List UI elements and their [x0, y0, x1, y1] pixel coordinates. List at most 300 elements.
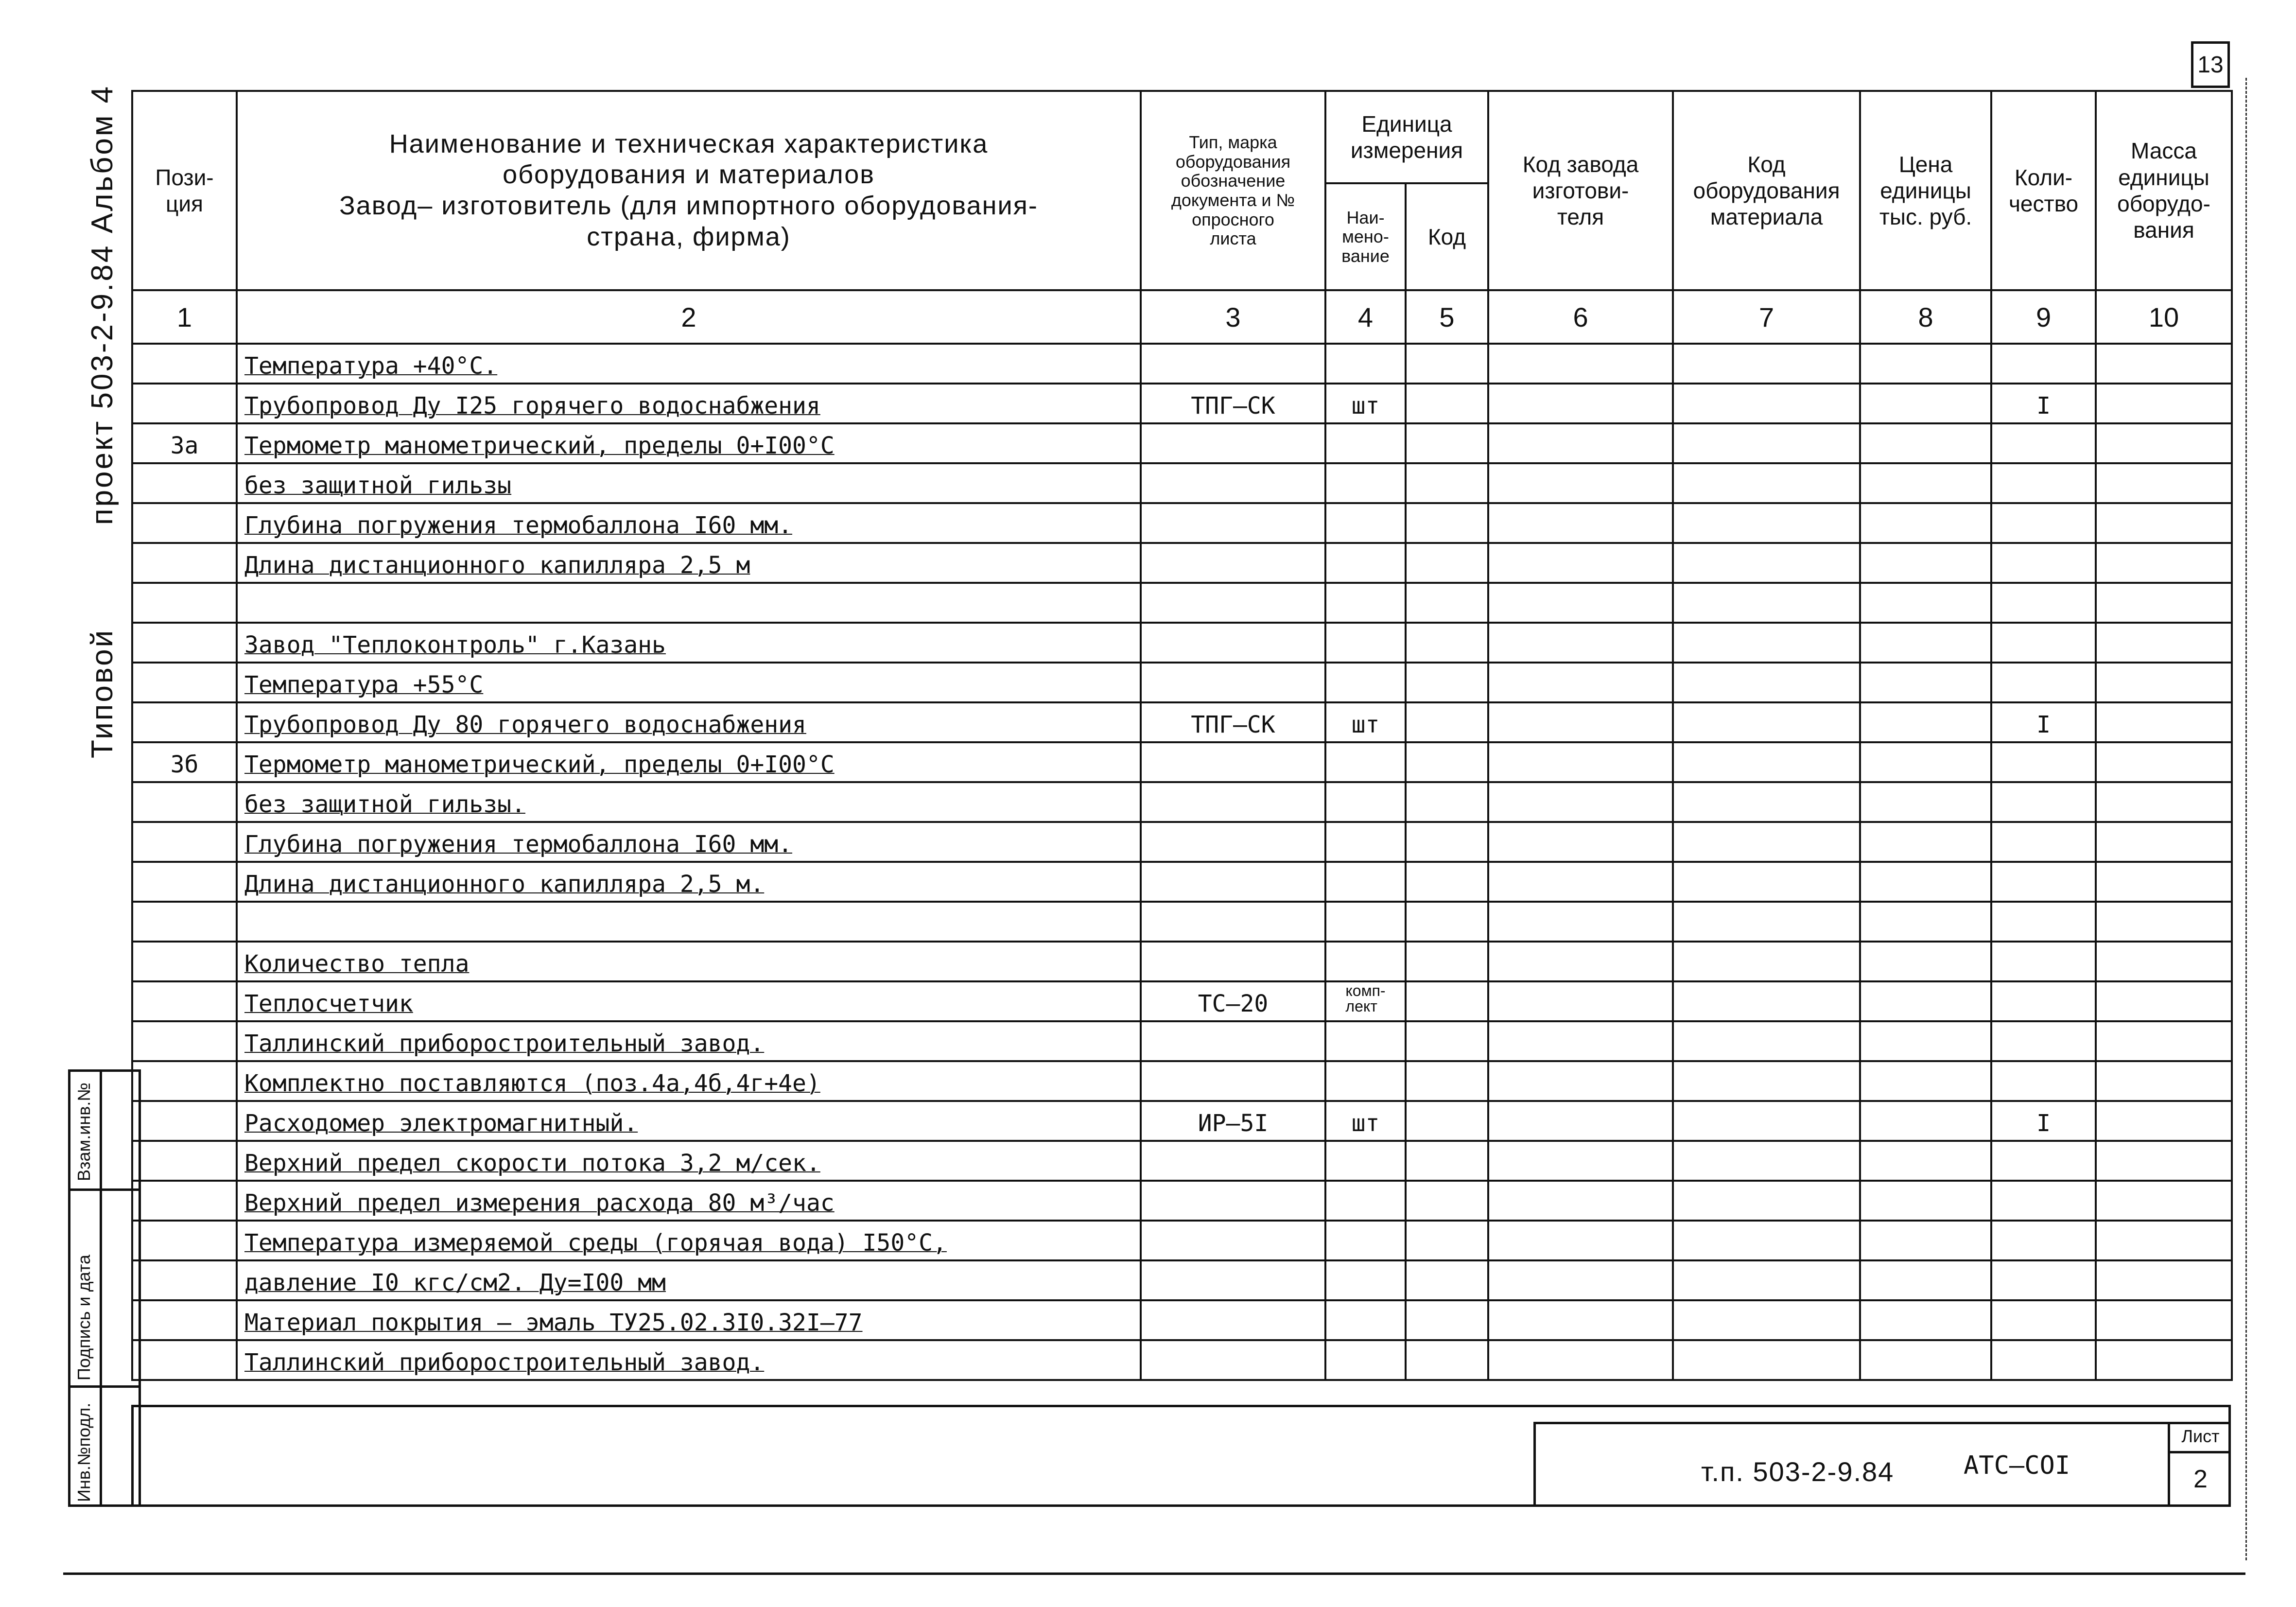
unit-cell	[1325, 1061, 1406, 1101]
column-number: 1	[132, 290, 237, 344]
name-cell: Глубина погружения термобаллона I60 мм.	[237, 822, 1141, 862]
mass-cell	[2096, 1260, 2232, 1300]
table-row	[132, 583, 2232, 623]
unit-code-cell	[1406, 981, 1488, 1021]
quantity-cell	[1991, 344, 2096, 384]
equipment-code-cell	[1673, 822, 1860, 862]
header-name: Наименование и техническая характеристика оборудования и материалов Завод– изготовитель (для импортного оборудования- страна, фирма)	[237, 91, 1141, 290]
mass-cell	[2096, 981, 2232, 1021]
type-cell	[1141, 1340, 1325, 1380]
table-row	[132, 1021, 2232, 1061]
equipment-code-cell	[1673, 344, 1860, 384]
position-cell	[132, 1300, 237, 1340]
table-row	[132, 1300, 2232, 1340]
mass-cell	[2096, 942, 2232, 981]
position-cell	[132, 1061, 237, 1101]
price-cell	[1860, 384, 1991, 423]
position-cell	[132, 1260, 237, 1300]
quantity-cell	[1991, 623, 2096, 663]
plant-code-cell	[1488, 702, 1673, 742]
quantity-cell	[1991, 981, 2096, 1021]
unit-cell	[1325, 463, 1406, 503]
position-cell	[132, 862, 237, 902]
column-number: 4	[1325, 290, 1406, 344]
plant-code-cell	[1488, 862, 1673, 902]
position-cell	[132, 782, 237, 822]
table-row	[132, 981, 2232, 1021]
table-row	[132, 623, 2232, 663]
position-cell	[132, 1101, 237, 1141]
table-row	[132, 1141, 2232, 1181]
specification-table	[131, 90, 2233, 1381]
column-number: 9	[1991, 290, 2096, 344]
price-cell	[1860, 1300, 1991, 1340]
price-cell	[1860, 1340, 1991, 1380]
unit-code-cell	[1406, 862, 1488, 902]
right-dashed-edge	[2245, 78, 2247, 1560]
price-cell	[1860, 702, 1991, 742]
plant-code-cell	[1488, 1061, 1673, 1101]
price-cell	[1860, 1181, 1991, 1221]
unit-code-cell	[1406, 782, 1488, 822]
unit-code-cell	[1406, 663, 1488, 702]
unit-code-cell	[1406, 1061, 1488, 1101]
unit-code-cell	[1406, 1340, 1488, 1380]
name-cell: давление I0 кгс/см2. Ду=I00 мм	[237, 1260, 1141, 1300]
column-number: 10	[2096, 290, 2232, 344]
quantity-cell	[1991, 902, 2096, 942]
unit-code-cell	[1406, 423, 1488, 463]
table-row	[132, 782, 2232, 822]
quantity-cell	[1991, 583, 2096, 623]
quantity-cell	[1991, 822, 2096, 862]
plant-code-cell	[1488, 902, 1673, 942]
table-row	[132, 1221, 2232, 1260]
equipment-code-cell	[1673, 1300, 1860, 1340]
sheet-cell	[2168, 1422, 2231, 1507]
quantity-cell	[1991, 1141, 2096, 1181]
quantity-cell	[1991, 423, 2096, 463]
plant-code-cell	[1488, 1181, 1673, 1221]
equipment-code-cell	[1673, 1061, 1860, 1101]
type-cell	[1141, 423, 1325, 463]
type-cell	[1141, 1061, 1325, 1101]
mass-cell	[2096, 902, 2232, 942]
plant-code-cell	[1488, 1340, 1673, 1380]
position-cell	[132, 702, 237, 742]
unit-code-cell	[1406, 1101, 1488, 1141]
unit-code-cell	[1406, 1260, 1488, 1300]
type-cell	[1141, 583, 1325, 623]
type-cell	[1141, 862, 1325, 902]
name-cell: Длина дистанционного капилляра 2,5 м	[237, 543, 1141, 583]
type-cell: ИР–5I	[1141, 1101, 1325, 1141]
type-cell	[1141, 742, 1325, 782]
name-cell: Таллинский приборостроительный завод.	[237, 1340, 1141, 1380]
mass-cell	[2096, 1101, 2232, 1141]
position-cell	[132, 663, 237, 702]
mass-cell	[2096, 1141, 2232, 1181]
unit-cell	[1325, 663, 1406, 702]
position-cell	[132, 1181, 237, 1221]
plant-code-cell	[1488, 663, 1673, 702]
plant-code-cell	[1488, 543, 1673, 583]
column-number: 8	[1860, 290, 1991, 344]
unit-code-cell	[1406, 1221, 1488, 1260]
type-cell	[1141, 344, 1325, 384]
name-cell: Температура +55°С	[237, 663, 1141, 702]
name-cell: Расходомер электромагнитный.	[237, 1101, 1141, 1141]
type-cell	[1141, 503, 1325, 543]
mass-cell	[2096, 583, 2232, 623]
name-cell: без защитной гильзы.	[237, 782, 1141, 822]
unit-cell	[1325, 822, 1406, 862]
type-cell	[1141, 623, 1325, 663]
price-cell	[1860, 782, 1991, 822]
position-cell	[132, 1221, 237, 1260]
equipment-code-cell	[1673, 463, 1860, 503]
equipment-code-cell	[1673, 1101, 1860, 1141]
type-cell	[1141, 902, 1325, 942]
name-cell: Трубопровод Ду I25 горячего водоснабжения	[237, 384, 1141, 423]
name-cell: Температура измеряемой среды (горячая вода) I50°С,	[237, 1221, 1141, 1260]
plant-code-cell	[1488, 583, 1673, 623]
position-cell	[132, 384, 237, 423]
position-cell	[132, 942, 237, 981]
unit-code-cell	[1406, 742, 1488, 782]
type-cell	[1141, 1141, 1325, 1181]
plant-code-cell	[1488, 1260, 1673, 1300]
position-cell	[132, 543, 237, 583]
type-cell: ТС–20	[1141, 981, 1325, 1021]
plant-code-cell	[1488, 423, 1673, 463]
table-row	[132, 503, 2232, 543]
unit-cell: шт	[1325, 702, 1406, 742]
position-cell	[132, 981, 237, 1021]
table-row	[132, 902, 2232, 942]
price-cell	[1860, 742, 1991, 782]
quantity-cell	[1991, 503, 2096, 543]
table-row	[132, 742, 2232, 782]
header-unit-group: Единица измерения	[1325, 91, 1488, 183]
unit-code-cell	[1406, 902, 1488, 942]
mass-cell	[2096, 503, 2232, 543]
price-cell	[1860, 463, 1991, 503]
plant-code-cell	[1488, 503, 1673, 543]
table-row	[132, 344, 2232, 384]
position-cell	[132, 822, 237, 862]
quantity-cell	[1991, 1221, 2096, 1260]
column-number: 6	[1488, 290, 1673, 344]
equipment-code-cell	[1673, 384, 1860, 423]
plant-code-cell	[1488, 344, 1673, 384]
price-cell	[1860, 981, 1991, 1021]
position-cell	[132, 583, 237, 623]
unit-kit-label: комп- лект	[1345, 982, 1386, 1015]
type-cell	[1141, 463, 1325, 503]
name-cell: Температура +40°С.	[237, 344, 1141, 384]
unit-code-cell	[1406, 583, 1488, 623]
plant-code-cell	[1488, 782, 1673, 822]
position-cell	[132, 1021, 237, 1061]
name-cell: Термометр манометрический, пределы 0+I00°С	[237, 742, 1141, 782]
header-type: Тип, марка оборудования обозначение документа и № опросного листа	[1141, 91, 1325, 290]
type-cell	[1141, 1181, 1325, 1221]
name-cell: Теплосчетчик	[237, 981, 1141, 1021]
sheet-number: 13	[2191, 41, 2230, 88]
table-row	[132, 543, 2232, 583]
table-row	[132, 663, 2232, 702]
unit-code-cell	[1406, 384, 1488, 423]
unit-cell	[1325, 543, 1406, 583]
mass-cell	[2096, 1181, 2232, 1221]
unit-cell	[1325, 742, 1406, 782]
price-cell	[1860, 1141, 1991, 1181]
unit-cell	[1325, 1141, 1406, 1181]
header-price: Цена единицы тыс. руб.	[1860, 91, 1991, 290]
type-cell	[1141, 663, 1325, 702]
unit-cell	[1325, 942, 1406, 981]
equipment-code-cell	[1673, 782, 1860, 822]
type-cell: ТПГ–СК	[1141, 384, 1325, 423]
title-code: т.п. 503-2-9.84	[1701, 1456, 1895, 1487]
quantity-cell	[1991, 1181, 2096, 1221]
unit-cell	[1325, 1260, 1406, 1300]
mass-cell	[2096, 623, 2232, 663]
column-numbers-row	[132, 290, 2232, 344]
price-cell	[1860, 1021, 1991, 1061]
mass-cell	[2096, 1061, 2232, 1101]
type-cell	[1141, 543, 1325, 583]
unit-code-cell	[1406, 942, 1488, 981]
equipment-code-cell	[1673, 942, 1860, 981]
equipment-code-cell	[1673, 543, 1860, 583]
column-number: 2	[237, 290, 1141, 344]
name-cell: Глубина погружения термобаллона I60 мм.	[237, 503, 1141, 543]
position-cell	[132, 623, 237, 663]
album-label: Альбом 4	[86, 84, 119, 233]
plant-code-cell	[1488, 822, 1673, 862]
unit-code-cell	[1406, 463, 1488, 503]
position-cell	[132, 344, 237, 384]
quantity-cell	[1991, 1340, 2096, 1380]
sheet-label: Лист	[2170, 1422, 2231, 1453]
equipment-code-cell	[1673, 981, 1860, 1021]
mass-cell	[2096, 344, 2232, 384]
unit-code-cell	[1406, 822, 1488, 862]
equipment-code-cell	[1673, 503, 1860, 543]
mass-cell	[2096, 463, 2232, 503]
mass-cell	[2096, 822, 2232, 862]
quantity-cell	[1991, 1300, 2096, 1340]
name-cell: Материал покрытия – эмаль ТУ25.02.3I0.32I–77	[237, 1300, 1141, 1340]
name-cell: без защитной гильзы	[237, 463, 1141, 503]
price-cell	[1860, 1101, 1991, 1141]
price-cell	[1860, 503, 1991, 543]
table-row	[132, 702, 2232, 742]
equipment-code-cell	[1673, 1260, 1860, 1300]
name-cell: Завод "Теплоконтроль" г.Казань	[237, 623, 1141, 663]
table-row	[132, 942, 2232, 981]
equipment-code-cell	[1673, 423, 1860, 463]
bottom-rule	[63, 1572, 2245, 1575]
unit-code-cell	[1406, 1181, 1488, 1221]
unit-code-cell	[1406, 1141, 1488, 1181]
name-cell: Трубопровод Ду 80 горячего водоснабжения	[237, 702, 1141, 742]
unit-code-cell	[1406, 1021, 1488, 1061]
table-row	[132, 862, 2232, 902]
price-cell	[1860, 1061, 1991, 1101]
price-cell	[1860, 583, 1991, 623]
plant-code-cell	[1488, 384, 1673, 423]
unit-code-cell	[1406, 344, 1488, 384]
mass-cell	[2096, 543, 2232, 583]
plant-code-cell	[1488, 1101, 1673, 1141]
plant-code-cell	[1488, 463, 1673, 503]
table-row	[132, 1061, 2232, 1101]
mass-cell	[2096, 702, 2232, 742]
unit-cell	[1325, 583, 1406, 623]
quantity-cell	[1991, 782, 2096, 822]
equipment-code-cell	[1673, 902, 1860, 942]
type-cell: ТПГ–СК	[1141, 702, 1325, 742]
equipment-code-cell	[1673, 862, 1860, 902]
equipment-code-cell	[1673, 1181, 1860, 1221]
plant-code-cell	[1488, 942, 1673, 981]
stamp-sign-label: Подпись и дата	[74, 1255, 94, 1380]
name-cell: Длина дистанционного капилляра 2,5 м.	[237, 862, 1141, 902]
quantity-cell: I	[1991, 384, 2096, 423]
position-cell	[132, 1340, 237, 1380]
price-cell	[1860, 1260, 1991, 1300]
unit-cell	[1325, 623, 1406, 663]
unit-cell	[1325, 1181, 1406, 1221]
header-quantity: Коли- чество	[1991, 91, 2096, 290]
typical-label: Типовой	[86, 628, 119, 758]
unit-cell: шт	[1325, 384, 1406, 423]
name-cell	[237, 902, 1141, 942]
title-document-code: АТС–СОI	[1964, 1451, 2070, 1480]
type-cell	[1141, 782, 1325, 822]
unit-cell	[1325, 1300, 1406, 1340]
header-unit-code: Код	[1406, 183, 1488, 290]
mass-cell	[2096, 1340, 2232, 1380]
position-cell: 3а	[132, 423, 237, 463]
type-cell	[1141, 1260, 1325, 1300]
name-cell: Верхний предел скорости потока 3,2 м/сек.	[237, 1141, 1141, 1181]
position-cell	[132, 463, 237, 503]
column-number: 3	[1141, 290, 1325, 344]
plant-code-cell	[1488, 742, 1673, 782]
project-label: проект 503-2-9.84	[86, 244, 119, 525]
header-unit-name: Наи- мено- вание	[1325, 183, 1406, 290]
price-cell	[1860, 423, 1991, 463]
position-cell: 3б	[132, 742, 237, 782]
quantity-cell	[1991, 1260, 2096, 1300]
unit-cell	[1325, 1340, 1406, 1380]
mass-cell	[2096, 1021, 2232, 1061]
header-plant-code: Код завода изготови- теля	[1488, 91, 1673, 290]
quantity-cell	[1991, 1061, 2096, 1101]
table-row	[132, 1260, 2232, 1300]
type-cell	[1141, 942, 1325, 981]
price-cell	[1860, 543, 1991, 583]
column-number: 5	[1406, 290, 1488, 344]
price-cell	[1860, 822, 1991, 862]
table-row	[132, 1340, 2232, 1380]
equipment-code-cell	[1673, 702, 1860, 742]
unit-code-cell	[1406, 702, 1488, 742]
type-cell	[1141, 1221, 1325, 1260]
header-mass: Масса единицы оборудо- вания	[2096, 91, 2232, 290]
quantity-cell: I	[1991, 702, 2096, 742]
plant-code-cell	[1488, 981, 1673, 1021]
unit-cell	[1325, 423, 1406, 463]
unit-cell	[1325, 902, 1406, 942]
price-cell	[1860, 344, 1991, 384]
table-row	[132, 463, 2232, 503]
mass-cell	[2096, 782, 2232, 822]
quantity-cell	[1991, 543, 2096, 583]
equipment-code-cell	[1673, 1221, 1860, 1260]
plant-code-cell	[1488, 1141, 1673, 1181]
unit-code-cell	[1406, 1300, 1488, 1340]
unit-code-cell	[1406, 543, 1488, 583]
unit-cell	[1325, 503, 1406, 543]
equipment-code-cell	[1673, 1141, 1860, 1181]
mass-cell	[2096, 1221, 2232, 1260]
name-cell: Таллинский приборостроительный завод.	[237, 1021, 1141, 1061]
mass-cell	[2096, 862, 2232, 902]
name-cell: Термометр манометрический, пределы 0+I00°С	[237, 423, 1141, 463]
price-cell	[1860, 1221, 1991, 1260]
column-number: 7	[1673, 290, 1860, 344]
unit-code-cell	[1406, 503, 1488, 543]
mass-cell	[2096, 663, 2232, 702]
mass-cell	[2096, 423, 2232, 463]
quantity-cell	[1991, 663, 2096, 702]
name-cell: Количество тепла	[237, 942, 1141, 981]
plant-code-cell	[1488, 623, 1673, 663]
unit-cell	[1325, 1221, 1406, 1260]
equipment-code-cell	[1673, 1021, 1860, 1061]
name-cell: Комплектно поставляются (поз.4а,4б,4г+4е)	[237, 1061, 1141, 1101]
equipment-code-cell	[1673, 742, 1860, 782]
equipment-code-cell	[1673, 663, 1860, 702]
plant-code-cell	[1488, 1300, 1673, 1340]
price-cell	[1860, 623, 1991, 663]
position-cell	[132, 1141, 237, 1181]
mass-cell	[2096, 1300, 2232, 1340]
price-cell	[1860, 862, 1991, 902]
sheet-value: 2	[2193, 1465, 2208, 1493]
quantity-cell	[1991, 463, 2096, 503]
price-cell	[1860, 663, 1991, 702]
name-cell	[237, 583, 1141, 623]
stamp-inv-label: Инв.№подл.	[74, 1402, 94, 1502]
equipment-code-cell	[1673, 623, 1860, 663]
position-cell	[132, 902, 237, 942]
quantity-cell	[1991, 942, 2096, 981]
unit-cell	[1325, 1021, 1406, 1061]
name-cell: Верхний предел измерения расхода 80 м³/час	[237, 1181, 1141, 1221]
table-row	[132, 1101, 2232, 1141]
quantity-cell: I	[1991, 1101, 2096, 1141]
unit-cell	[1325, 344, 1406, 384]
position-cell	[132, 503, 237, 543]
table-row	[132, 423, 2232, 463]
table-row	[132, 384, 2232, 423]
